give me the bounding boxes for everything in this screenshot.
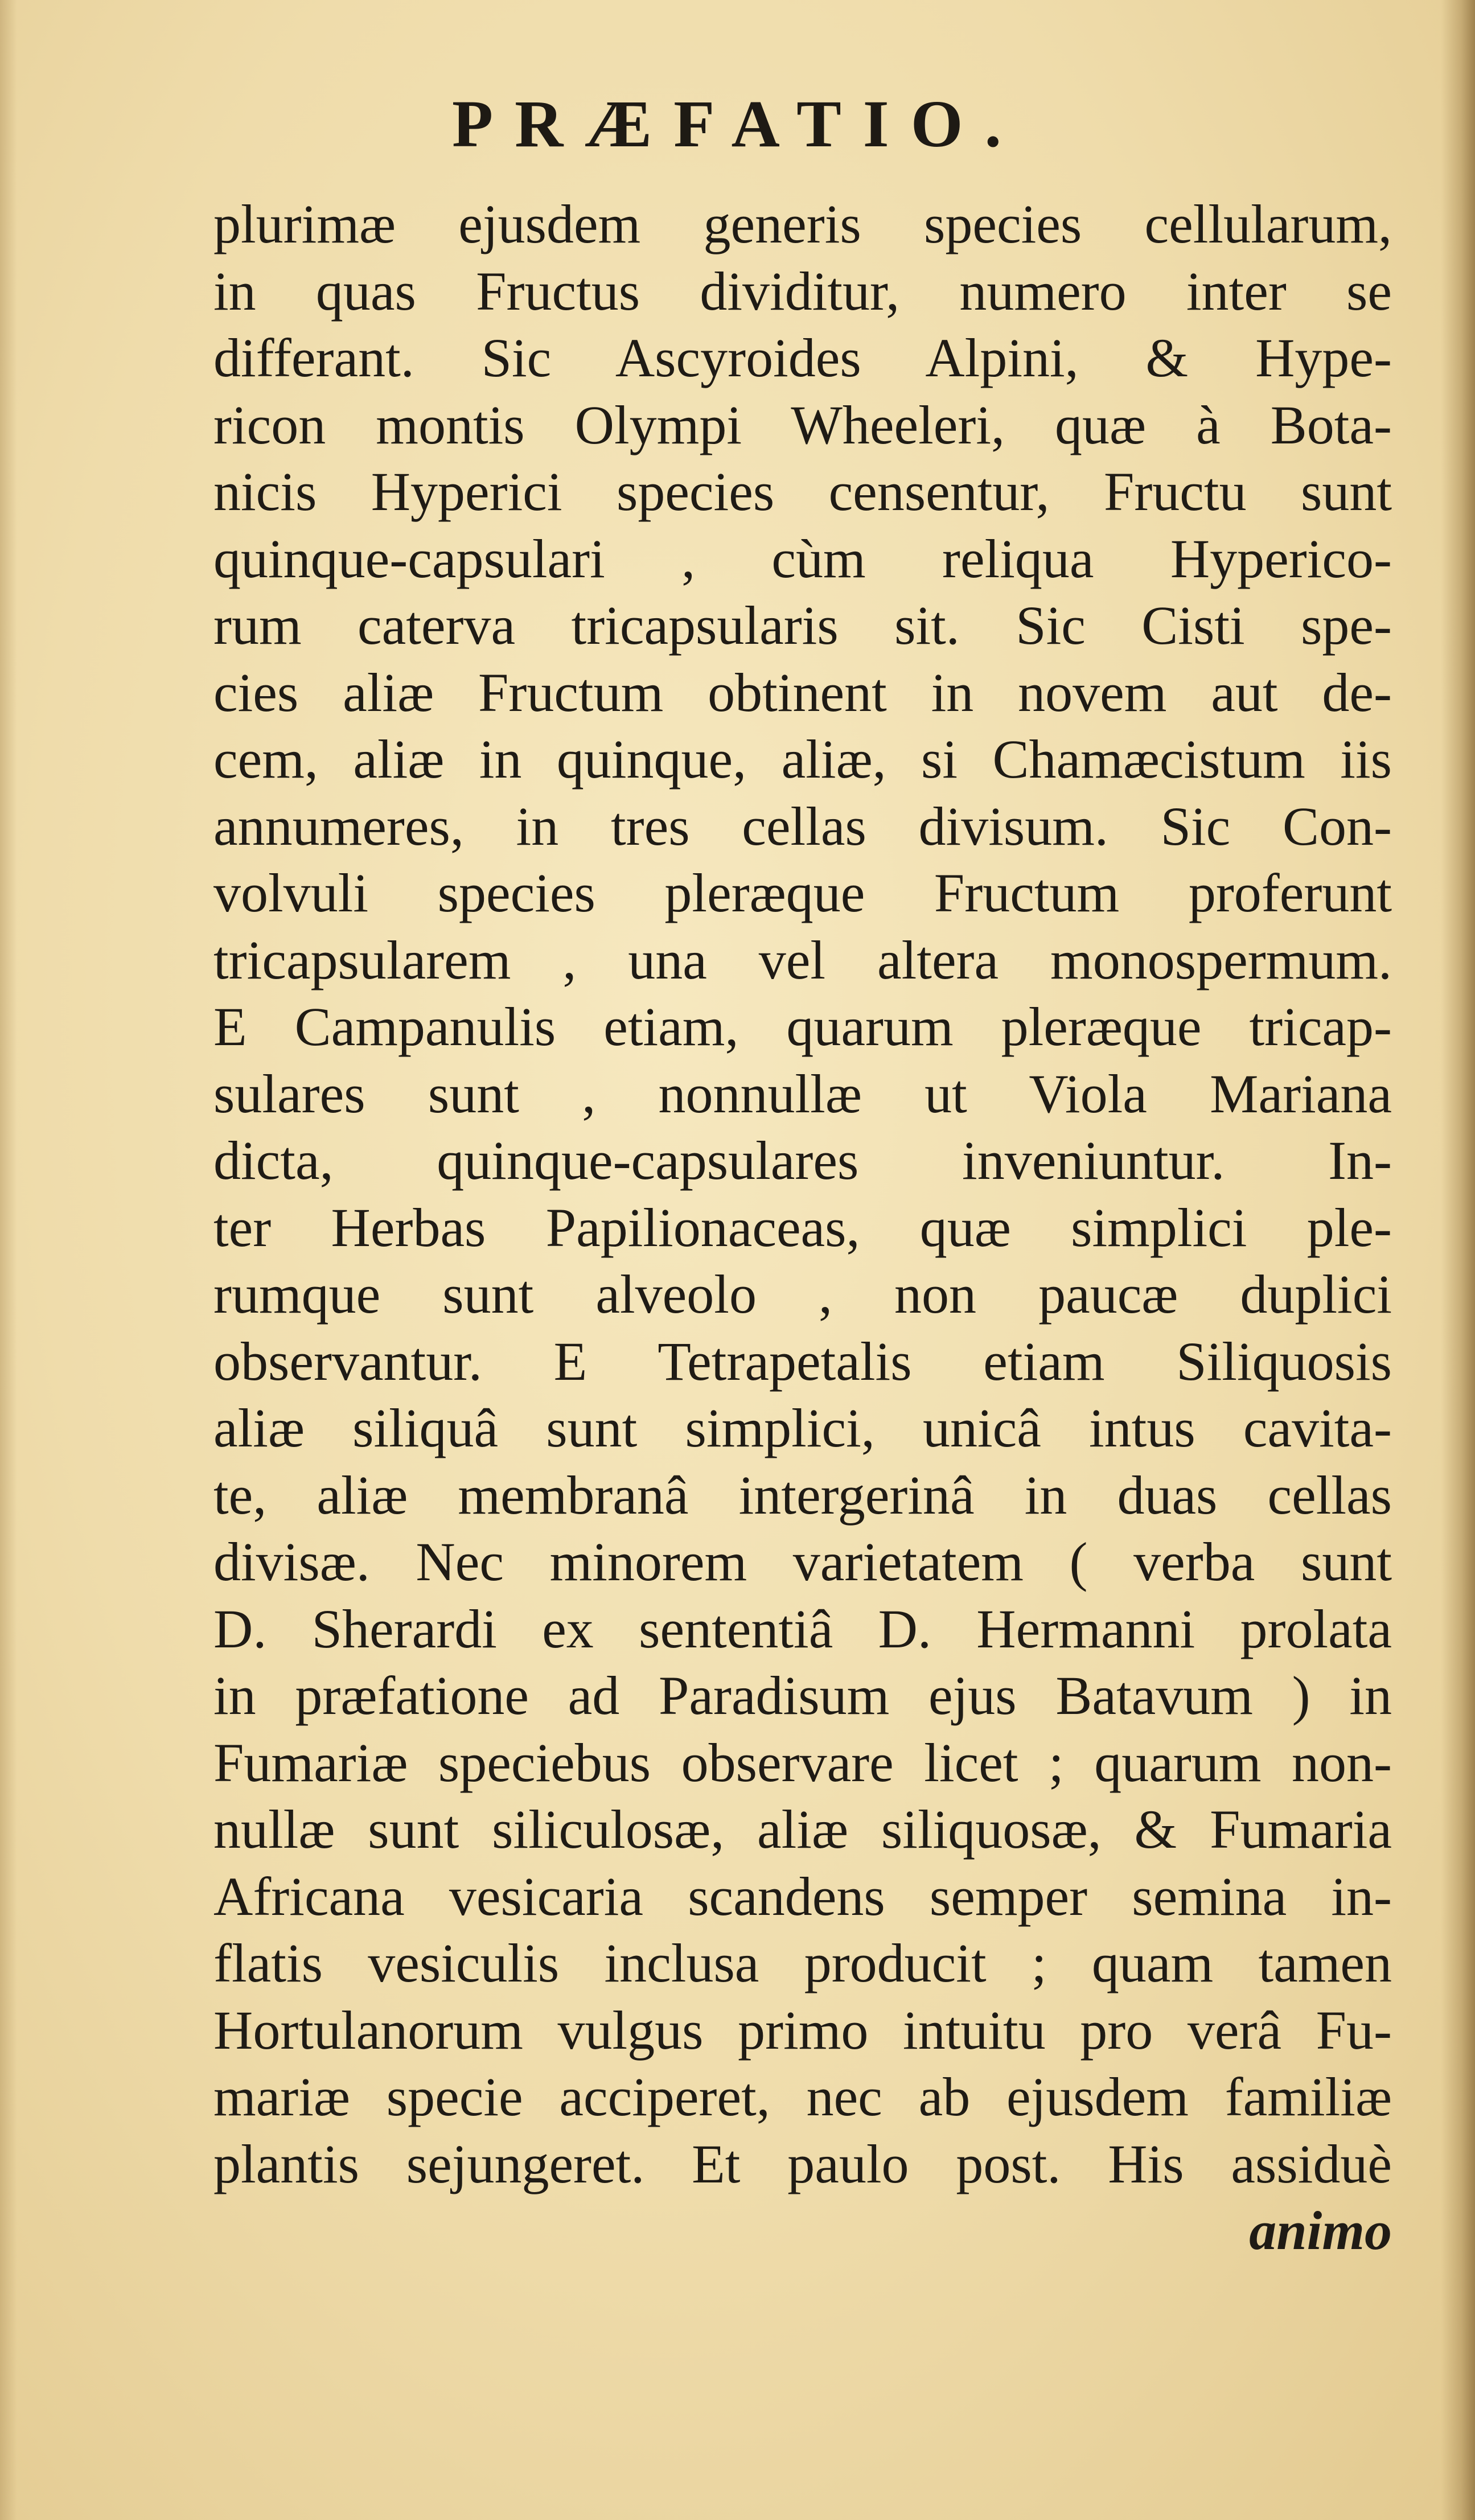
text-line: E Campanulis etiam, quarum pleræque tricap- [213,996,1392,1057]
page-left-edge [0,0,17,2520]
text-line: flatis vesiculis inclusa producit ; quam tamen [213,1933,1392,1993]
text-line: plurimæ ejusdem generis species cellularum, [213,194,1392,254]
text-line: in præfatione ad Paradisum ejus Batavum ) in [213,1665,1392,1726]
text-line: D. Sherardi ex sententiâ D. Hermanni prolata [213,1598,1392,1659]
page-binding-shadow [1441,0,1475,2520]
text-line: differant. Sic Ascyroides Alpini, & Hype- [213,327,1392,388]
text-line: te, aliæ membranâ intergerinâ in duas cellas [213,1464,1392,1526]
text-line: annumeres, in tres cellas divisum. Sic Con- [213,795,1392,857]
text-line: cem, aliæ in quinque, aliæ, si Chamæcistum iis [213,729,1392,790]
text-line: observantur. E Tetrapetalis etiam Siliquosis [213,1330,1392,1392]
catchword: animo [1249,2200,1392,2261]
text-line: aliæ siliquâ sunt simplici, unicâ intus cavita- [213,1397,1392,1458]
text-line: rum caterva tricapsularis sit. Sic Cisti spe- [213,595,1392,656]
text-line: mariæ specie acciperet, nec ab ejusdem familiæ [213,2066,1392,2127]
text-line: rumque sunt alveolo , non paucæ duplici [213,1264,1392,1325]
text-line: cies aliæ Fructum obtinent in novem aut de- [213,661,1392,723]
text-line: volvuli species pleræque Fructum proferunt [213,862,1392,923]
text-line: quinque-capsulari , cùm reliqua Hyperico- [213,528,1392,589]
text-line: sulares sunt , nonnullæ ut Viola Mariana [213,1063,1392,1124]
text-line: Africana vesicaria scandens semper semina in- [213,1865,1392,1927]
text-line: divisæ. Nec minorem varietatem ( verba sunt [213,1531,1392,1592]
running-header: PRÆFATIO. [452,87,1023,161]
text-line: dicta, quinque-capsulares inveniuntur. In- [213,1130,1392,1191]
text-line: plantis sejungeret. Et paulo post. His assiduè [213,2133,1392,2194]
body-text [213,191,1392,2264]
text-line: ricon montis Olympi Wheeleri, quæ à Bota- [213,394,1392,455]
text-line: in quas Fructus dividitur, numero inter se [213,260,1392,322]
text-line: nullæ sunt siliculosæ, aliæ siliquosæ, & Fumaria [213,1799,1392,1860]
text-line: nicis Hyperici species censentur, Fructu sunt [213,461,1392,522]
text-line: Fumariæ speciebus observare licet ; quarum non- [213,1732,1392,1793]
text-line: Hortulanorum vulgus primo intuitu pro verâ Fu- [213,1999,1392,2061]
text-line: tricapsularem , una vel altera monospermum. [213,929,1392,990]
text-line: ter Herbas Papilionaceas, quæ simplici ple- [213,1197,1392,1258]
